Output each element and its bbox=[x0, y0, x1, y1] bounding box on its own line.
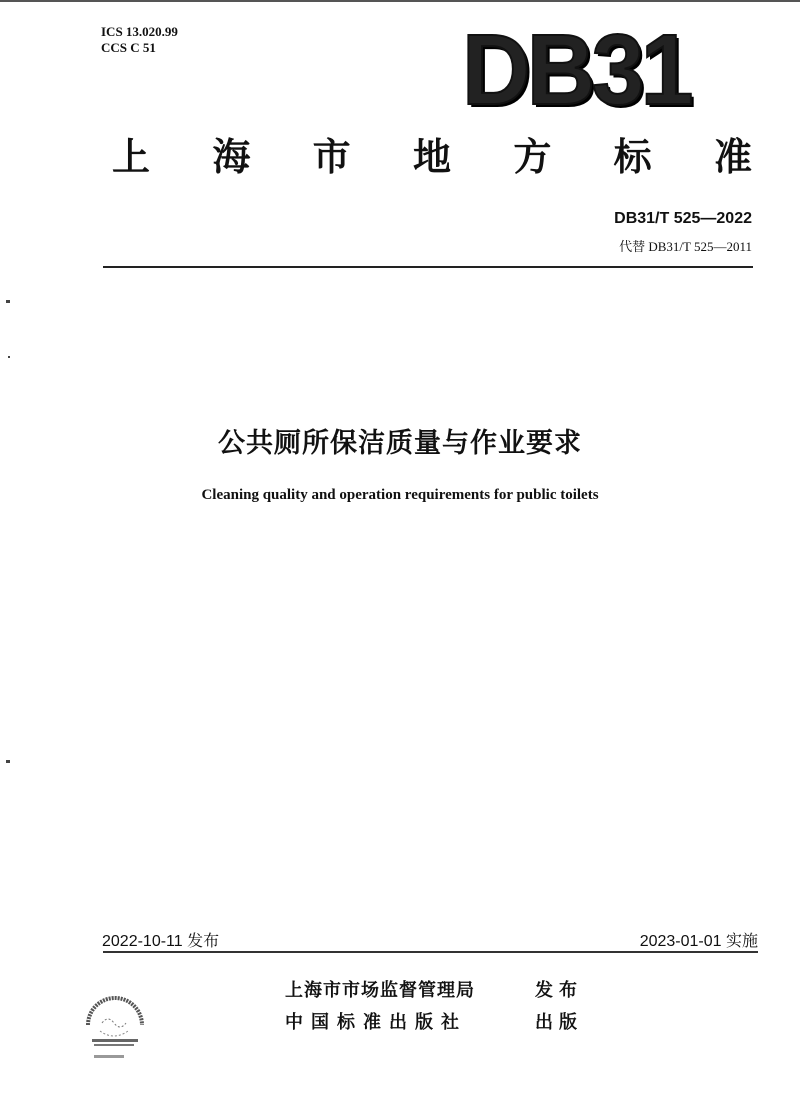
db31-logo: DB31 bbox=[462, 14, 690, 126]
scan-mark bbox=[6, 300, 10, 303]
ccs-code: CCS C 51 bbox=[101, 40, 156, 55]
document-title-english: Cleaning quality and operation requirements for public toilets bbox=[201, 487, 599, 503]
press-name: 中国标准出版社 bbox=[285, 1012, 467, 1032]
copyright-stamp-icon bbox=[80, 995, 150, 1065]
replaces-standard: 代替 DB31/T 525—2011 bbox=[619, 239, 752, 254]
heading-char: 准 bbox=[713, 137, 752, 179]
heading-char: 地 bbox=[412, 137, 451, 179]
footer-divider bbox=[103, 951, 758, 953]
heading-char: 市 bbox=[312, 137, 351, 179]
publisher-name: 上海市市场监督管理局 bbox=[285, 980, 475, 1000]
scan-top-edge bbox=[0, 0, 800, 2]
document-title-chinese: 公共厕所保洁质量与作业要求 bbox=[218, 428, 582, 458]
header-divider bbox=[103, 266, 753, 268]
ics-code: ICS 13.020.99 bbox=[101, 24, 178, 39]
heading-char: 方 bbox=[513, 137, 552, 179]
standard-number: DB31/T 525—2022 bbox=[614, 210, 752, 227]
standard-type-heading bbox=[112, 136, 752, 180]
heading-char: 上 bbox=[112, 137, 151, 179]
press-action: 出版 bbox=[535, 1012, 583, 1032]
publisher-action: 发布 bbox=[535, 980, 583, 1000]
issue-date: 2022-10-11 发布 bbox=[102, 933, 220, 950]
classification-codes bbox=[101, 24, 178, 56]
heading-char: 海 bbox=[212, 137, 251, 179]
scan-mark bbox=[8, 356, 10, 358]
scan-mark bbox=[6, 760, 10, 763]
effective-date: 2023-01-01 实施 bbox=[639, 933, 758, 950]
heading-char: 标 bbox=[613, 137, 652, 179]
